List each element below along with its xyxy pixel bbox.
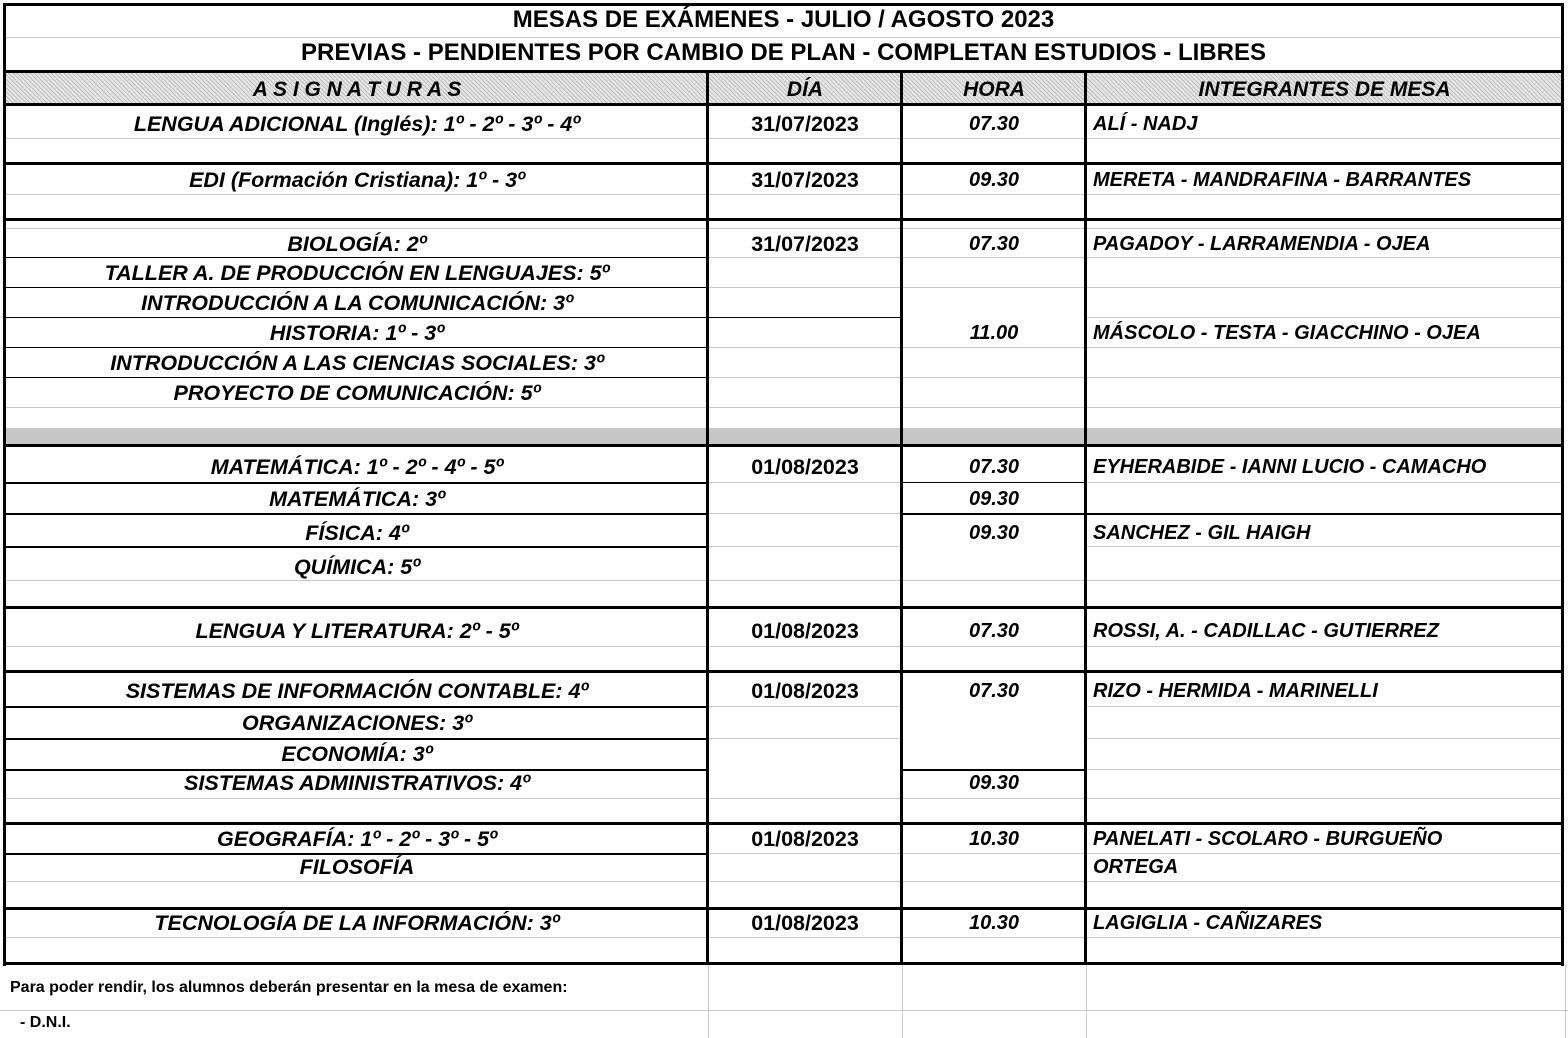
- header-dia: DÍA: [786, 78, 824, 101]
- time-cell: 09.30: [968, 169, 1020, 191]
- time-cell: 10.30: [968, 912, 1020, 934]
- header-asignaturas: A S I G N A T U R A S: [252, 78, 462, 101]
- time-cell: 07.30: [968, 620, 1020, 642]
- subject-cell: LENGUA ADICIONAL (Inglés): 1º - 2º - 3º - 4º: [133, 112, 581, 136]
- time-cell: 10.30: [968, 828, 1020, 850]
- subject-cell: FÍSICA: 4º: [305, 521, 409, 545]
- date-cell: 31/07/2023: [751, 168, 859, 192]
- date-cell: 01/08/2023: [751, 455, 859, 479]
- subject-cell: PROYECTO DE COMUNICACIÓN: 5º: [173, 381, 541, 405]
- time-cell: 07.30: [968, 680, 1020, 702]
- subject-cell: INTRODUCCIÓN A LA COMUNICACIÓN: 3º: [141, 291, 573, 315]
- separator-band: [5, 428, 1563, 444]
- board-cell: MÁSCOLO - TESTA - GIACCHINO - OJEA: [1093, 322, 1481, 344]
- subject-cell: SISTEMAS ADMINISTRATIVOS: 4º: [184, 771, 530, 795]
- time-cell: 09.30: [968, 522, 1020, 544]
- time-cell: 07.30: [968, 233, 1020, 255]
- board-cell: RIZO - HERMIDA - MARINELLI: [1093, 680, 1378, 702]
- time-cell: 09.30: [968, 488, 1020, 510]
- subject-cell: GEOGRAFÍA: 1º - 2º - 3º - 5º: [217, 827, 497, 851]
- board-cell: ALÍ - NADJ: [1093, 113, 1198, 135]
- subject-cell: ORGANIZACIONES: 3º: [241, 711, 473, 735]
- subject-cell: INTRODUCCIÓN A LAS CIENCIAS SOCIALES: 3º: [110, 351, 604, 375]
- subject-cell: FILOSOFÍA: [299, 855, 415, 879]
- board-cell: LAGIGLIA - CAÑIZARES: [1093, 912, 1323, 934]
- subject-cell: MATEMÁTICA: 3º: [269, 487, 445, 511]
- time-cell: 11.00: [969, 322, 1019, 344]
- date-cell: 01/08/2023: [751, 619, 859, 643]
- main-title: MESAS DE EXÁMENES - JULIO / AGOSTO 2023: [512, 6, 1055, 33]
- time-cell: 09.30: [968, 772, 1020, 794]
- header-hora: HORA: [963, 78, 1025, 101]
- date-cell: 01/08/2023: [751, 679, 859, 703]
- board-cell: ROSSI, A. - CADILLAC - GUTIERREZ: [1093, 620, 1439, 642]
- requirements-note: Para poder rendir, los alumnos deberán presentar en la mesa de examen:: [10, 979, 568, 996]
- board-cell: EYHERABIDE - IANNI LUCIO - CAMACHO: [1093, 456, 1487, 478]
- date-cell: 31/07/2023: [751, 112, 859, 136]
- board-cell: MERETA - MANDRAFINA - BARRANTES: [1093, 169, 1472, 191]
- board-cell: PANELATI - SCOLARO - BURGUEÑO: [1093, 828, 1443, 850]
- subject-cell: BIOLOGÍA: 2º: [287, 232, 427, 256]
- requirement-dni: - D.N.I.: [20, 1014, 71, 1031]
- subject-cell: HISTORIA: 1º - 3º: [269, 321, 445, 345]
- subject-cell: QUÍMICA: 5º: [293, 555, 421, 579]
- subject-cell: TECNOLOGÍA DE LA INFORMACIÓN: 3º: [154, 911, 560, 935]
- header-integrantes: INTEGRANTES DE MESA: [1198, 78, 1451, 101]
- date-cell: 31/07/2023: [751, 232, 859, 256]
- time-cell: 07.30: [968, 113, 1020, 135]
- date-cell: 01/08/2023: [751, 911, 859, 935]
- subject-cell: SISTEMAS DE INFORMACIÓN CONTABLE: 4º: [125, 679, 589, 703]
- subject-cell: LENGUA Y LITERATURA: 2º - 5º: [195, 619, 519, 643]
- board-cell: SANCHEZ - GIL HAIGH: [1093, 522, 1311, 544]
- board-cell: ORTEGA: [1093, 856, 1179, 878]
- board-cell: PAGADOY - LARRAMENDIA - OJEA: [1093, 233, 1431, 255]
- subject-cell: ECONOMÍA: 3º: [281, 742, 433, 766]
- date-cell: 01/08/2023: [751, 827, 859, 851]
- subject-cell: EDI (Formación Cristiana): 1º - 3º: [189, 168, 525, 192]
- subject-cell: TALLER A. DE PRODUCCIÓN EN LENGUAJES: 5º: [104, 261, 610, 285]
- time-cell: 07.30: [968, 456, 1020, 478]
- sub-title: PREVIAS - PENDIENTES POR CAMBIO DE PLAN - COMPLETAN ESTUDIOS - LIBRES: [301, 39, 1266, 66]
- subject-cell: MATEMÁTICA: 1º - 2º - 4º - 5º: [210, 455, 504, 479]
